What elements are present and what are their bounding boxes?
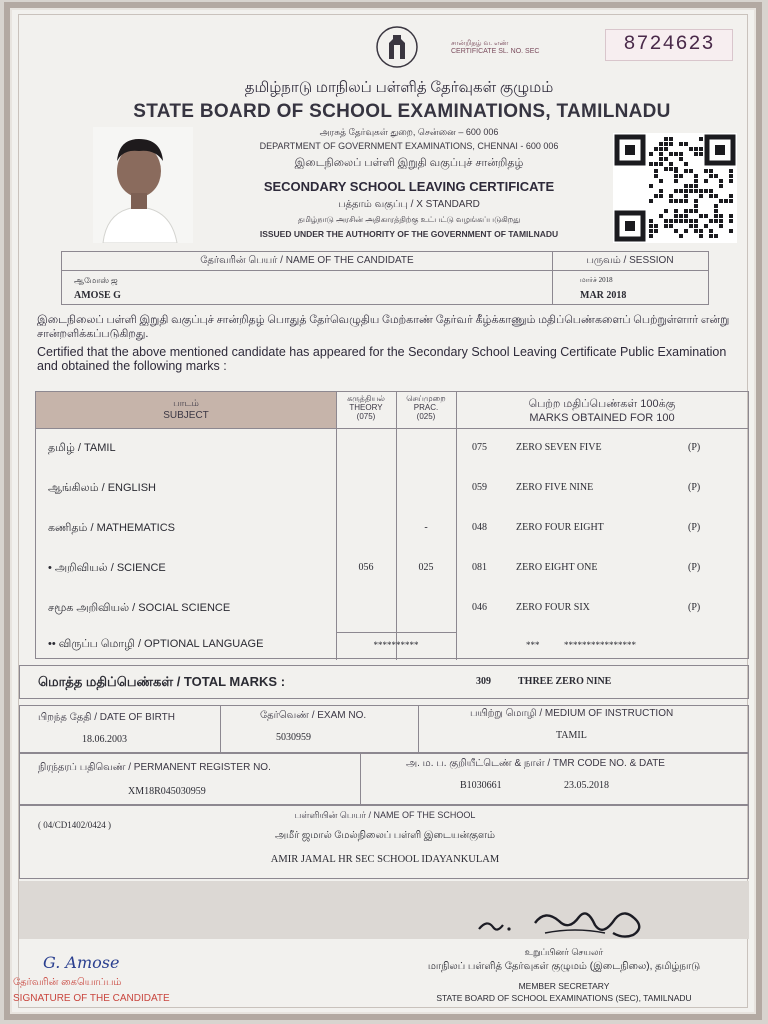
medium-label: பயிற்று மொழி / MEDIUM OF INSTRUCTION — [470, 708, 674, 719]
secretary-title-tamil: உறுப்பினர் செயலர் — [524, 947, 604, 957]
certificate-serial-label: சான்றிதழ் வ. எண் CERTIFICATE SL. NO. SEC — [451, 40, 540, 55]
medium-value: TAMIL — [556, 730, 587, 741]
result-cell: (P) — [688, 522, 701, 533]
subject-cell: ஆங்கிலம் / ENGLISH — [48, 482, 157, 494]
session-label: பருவம் / SESSION — [586, 255, 674, 266]
table-row — [36, 556, 748, 586]
exam-no-value: 5030959 — [276, 732, 311, 743]
candidate-box — [61, 251, 709, 305]
school-name-english: AMIR JAMAL HR SEC SCHOOL IDAYANKULAM — [270, 854, 500, 865]
certificate-serial-number: 8724623 — [605, 29, 733, 61]
candidate-signature-label-tamil: தேர்வரின் கையொப்பம் — [13, 977, 122, 988]
candidate-photo — [93, 127, 193, 243]
theory-header: கருத்தியல் THEORY (075) — [347, 394, 385, 421]
secretary-board-tamil: மாநிலப் பள்ளித் தேர்வுகள் குழுமம் (இடைநிலை), தமிழ்நாடு — [427, 961, 701, 972]
cert-title-english: SECONDARY SCHOOL LEAVING CERTIFICATE — [263, 179, 555, 194]
marks-words-cell: **************** — [564, 640, 636, 650]
school-box — [19, 805, 749, 879]
school-code: ( 04/CD1402/0424 ) — [38, 820, 111, 830]
cert-title-tamil: இடைநிலைப் பள்ளி இறுதி வகுப்புச் சான்றிதழ் — [294, 157, 524, 169]
subject-cell: தமிழ் / TAMIL — [48, 442, 116, 454]
prac-cell: 025 — [418, 562, 434, 573]
dob-label: பிறந்த தேதி / DATE OF BIRTH — [38, 712, 175, 723]
register-label: நிரந்தரப் பதிவெண் / PERMANENT REGISTER NO. — [38, 762, 271, 773]
marks-cell: 048 — [472, 522, 487, 533]
certificate-sheet — [4, 2, 762, 1020]
subject-cell: •• விருப்ப மொழி / OPTIONAL LANGUAGE — [48, 638, 264, 650]
total-words: THREE ZERO NINE — [518, 676, 612, 687]
board-name-tamil: தமிழ்நாடு மாநிலப் பள்ளித் தேர்வுகள் குழுமம் — [244, 80, 554, 96]
emblem-icon — [375, 25, 419, 69]
register-value: XM18R045030959 — [128, 786, 206, 797]
secretary-title-english: MEMBER SECRETARY — [518, 981, 610, 991]
prac-cell: - — [424, 522, 428, 533]
secretary-board-english: STATE BOARD OF SCHOOL EXAMINATIONS (SEC), TAMILNADU — [436, 993, 692, 1003]
prac-header: செய்முறை PRAC. (025) — [406, 394, 446, 421]
marks-words-cell: ZERO FIVE NINE — [516, 482, 594, 493]
result-cell: (P) — [688, 482, 701, 493]
tmr-date: 23.05.2018 — [564, 780, 609, 791]
obtained-header: பெற்ற மதிப்பெண்கள் 100க்கு MARKS OBTAINED FOR 100 — [528, 398, 676, 424]
candidate-name-tamil: ஆமோஸ் ஜ — [74, 276, 118, 285]
total-label: மொத்த மதிப்பெண்கள் / TOTAL MARKS : — [38, 674, 286, 689]
exam-no-label: தேர்வெண் / EXAM NO. — [260, 710, 367, 721]
result-cell: (P) — [688, 562, 701, 573]
subject-header: பாடம் SUBJECT — [36, 392, 336, 428]
certificate-frame — [13, 14, 748, 1008]
theory-cell: 056 — [358, 562, 374, 573]
statement-tamil: இடைநிலைப் பள்ளி இறுதி வகுப்புச் சான்றிதழ் பொதுத் தேர்வெழுதிய மேற்காண் தேர்வர் கீழ்க்காணும் மதிப்பெண்களைப் பெற்றுள்ளார் என்று சான்றளிக்கப்படுகிறது. — [37, 314, 730, 340]
candidate-name-label: தேர்வரின் பெயர் / NAME OF THE CANDIDATE — [200, 255, 414, 266]
session-english: MAR 2018 — [580, 290, 627, 301]
session-tamil: மார்ச் 2018 — [580, 276, 613, 284]
candidate-signature-label-english: SIGNATURE OF THE CANDIDATE — [13, 993, 170, 1004]
tmr-label: அ. ம. ப. குறியீட்டெண் & நாள் / TMR CODE NO. & DATE — [406, 758, 665, 769]
school-label: பள்ளியின் பெயர் / NAME OF THE SCHOOL — [294, 810, 476, 820]
candidate-name-english: AMOSE G — [74, 290, 121, 301]
marks-cell: 046 — [472, 602, 487, 613]
total-row — [19, 665, 749, 699]
marks-words-cell: ZERO SEVEN FIVE — [516, 442, 602, 453]
marks-cell: 075 — [472, 442, 487, 453]
qr-code — [613, 133, 737, 243]
marks-words-cell: ZERO FOUR SIX — [516, 602, 590, 613]
marks-words-cell: ZERO EIGHT ONE — [516, 562, 598, 573]
table-row — [36, 436, 748, 466]
table-row — [36, 476, 748, 506]
result-cell: (P) — [688, 442, 701, 453]
marks-cell: *** — [526, 640, 540, 650]
issued-tamil: தமிழ்நாடு அரசின் அதிகாரத்திற்கு உட்பட்டு வழங்கப்படுகிறது — [297, 215, 521, 224]
secretary-signature — [475, 903, 651, 943]
marks-cell: 081 — [472, 562, 487, 573]
result-cell: (P) — [688, 602, 701, 613]
candidate-signature: G. Amose — [43, 953, 120, 972]
department-tamil: அரசுத் தேர்வுகள் துறை, சென்னை – 600 006 — [319, 127, 499, 137]
table-row — [36, 596, 748, 626]
tmr-code: B1030661 — [460, 780, 502, 791]
marks-table — [35, 391, 749, 659]
total-marks: 309 — [476, 676, 491, 687]
subject-cell: • அறிவியல் / SCIENCE — [48, 562, 166, 574]
marks-cell: 059 — [472, 482, 487, 493]
table-row — [36, 634, 748, 664]
marks-words-cell: ZERO FOUR EIGHT — [516, 522, 604, 533]
department-english: DEPARTMENT OF GOVERNMENT EXAMINATIONS, CHENNAI - 600 006 — [259, 141, 559, 151]
theory-cell: ********** — [373, 640, 419, 650]
standard-label: பத்தாம் வகுப்பு / X STANDARD — [338, 199, 480, 210]
details-row-1 — [19, 705, 749, 753]
subject-cell: கணிதம் / MATHEMATICS — [48, 522, 176, 534]
subject-cell: சமூக அறிவியல் / SOCIAL SCIENCE — [48, 602, 231, 614]
dob-value: 18.06.2003 — [82, 734, 127, 745]
board-name-english: STATE BOARD OF SCHOOL EXAMINATIONS, TAMILNADU — [133, 101, 671, 122]
statement-english: Certified that the above mentioned candidate has appeared for the Secondary School Leaving Certificate Public Examination and obtained the following marks : — [37, 345, 727, 373]
table-row — [36, 516, 748, 546]
school-name-tamil: அமீர் ஜமால் மேல்நிலைப் பள்ளி இடையன்குளம் — [274, 830, 496, 841]
details-row-2 — [19, 753, 749, 805]
issued-english: ISSUED UNDER THE AUTHORITY OF THE GOVERNMENT OF TAMILNADU — [259, 229, 559, 239]
